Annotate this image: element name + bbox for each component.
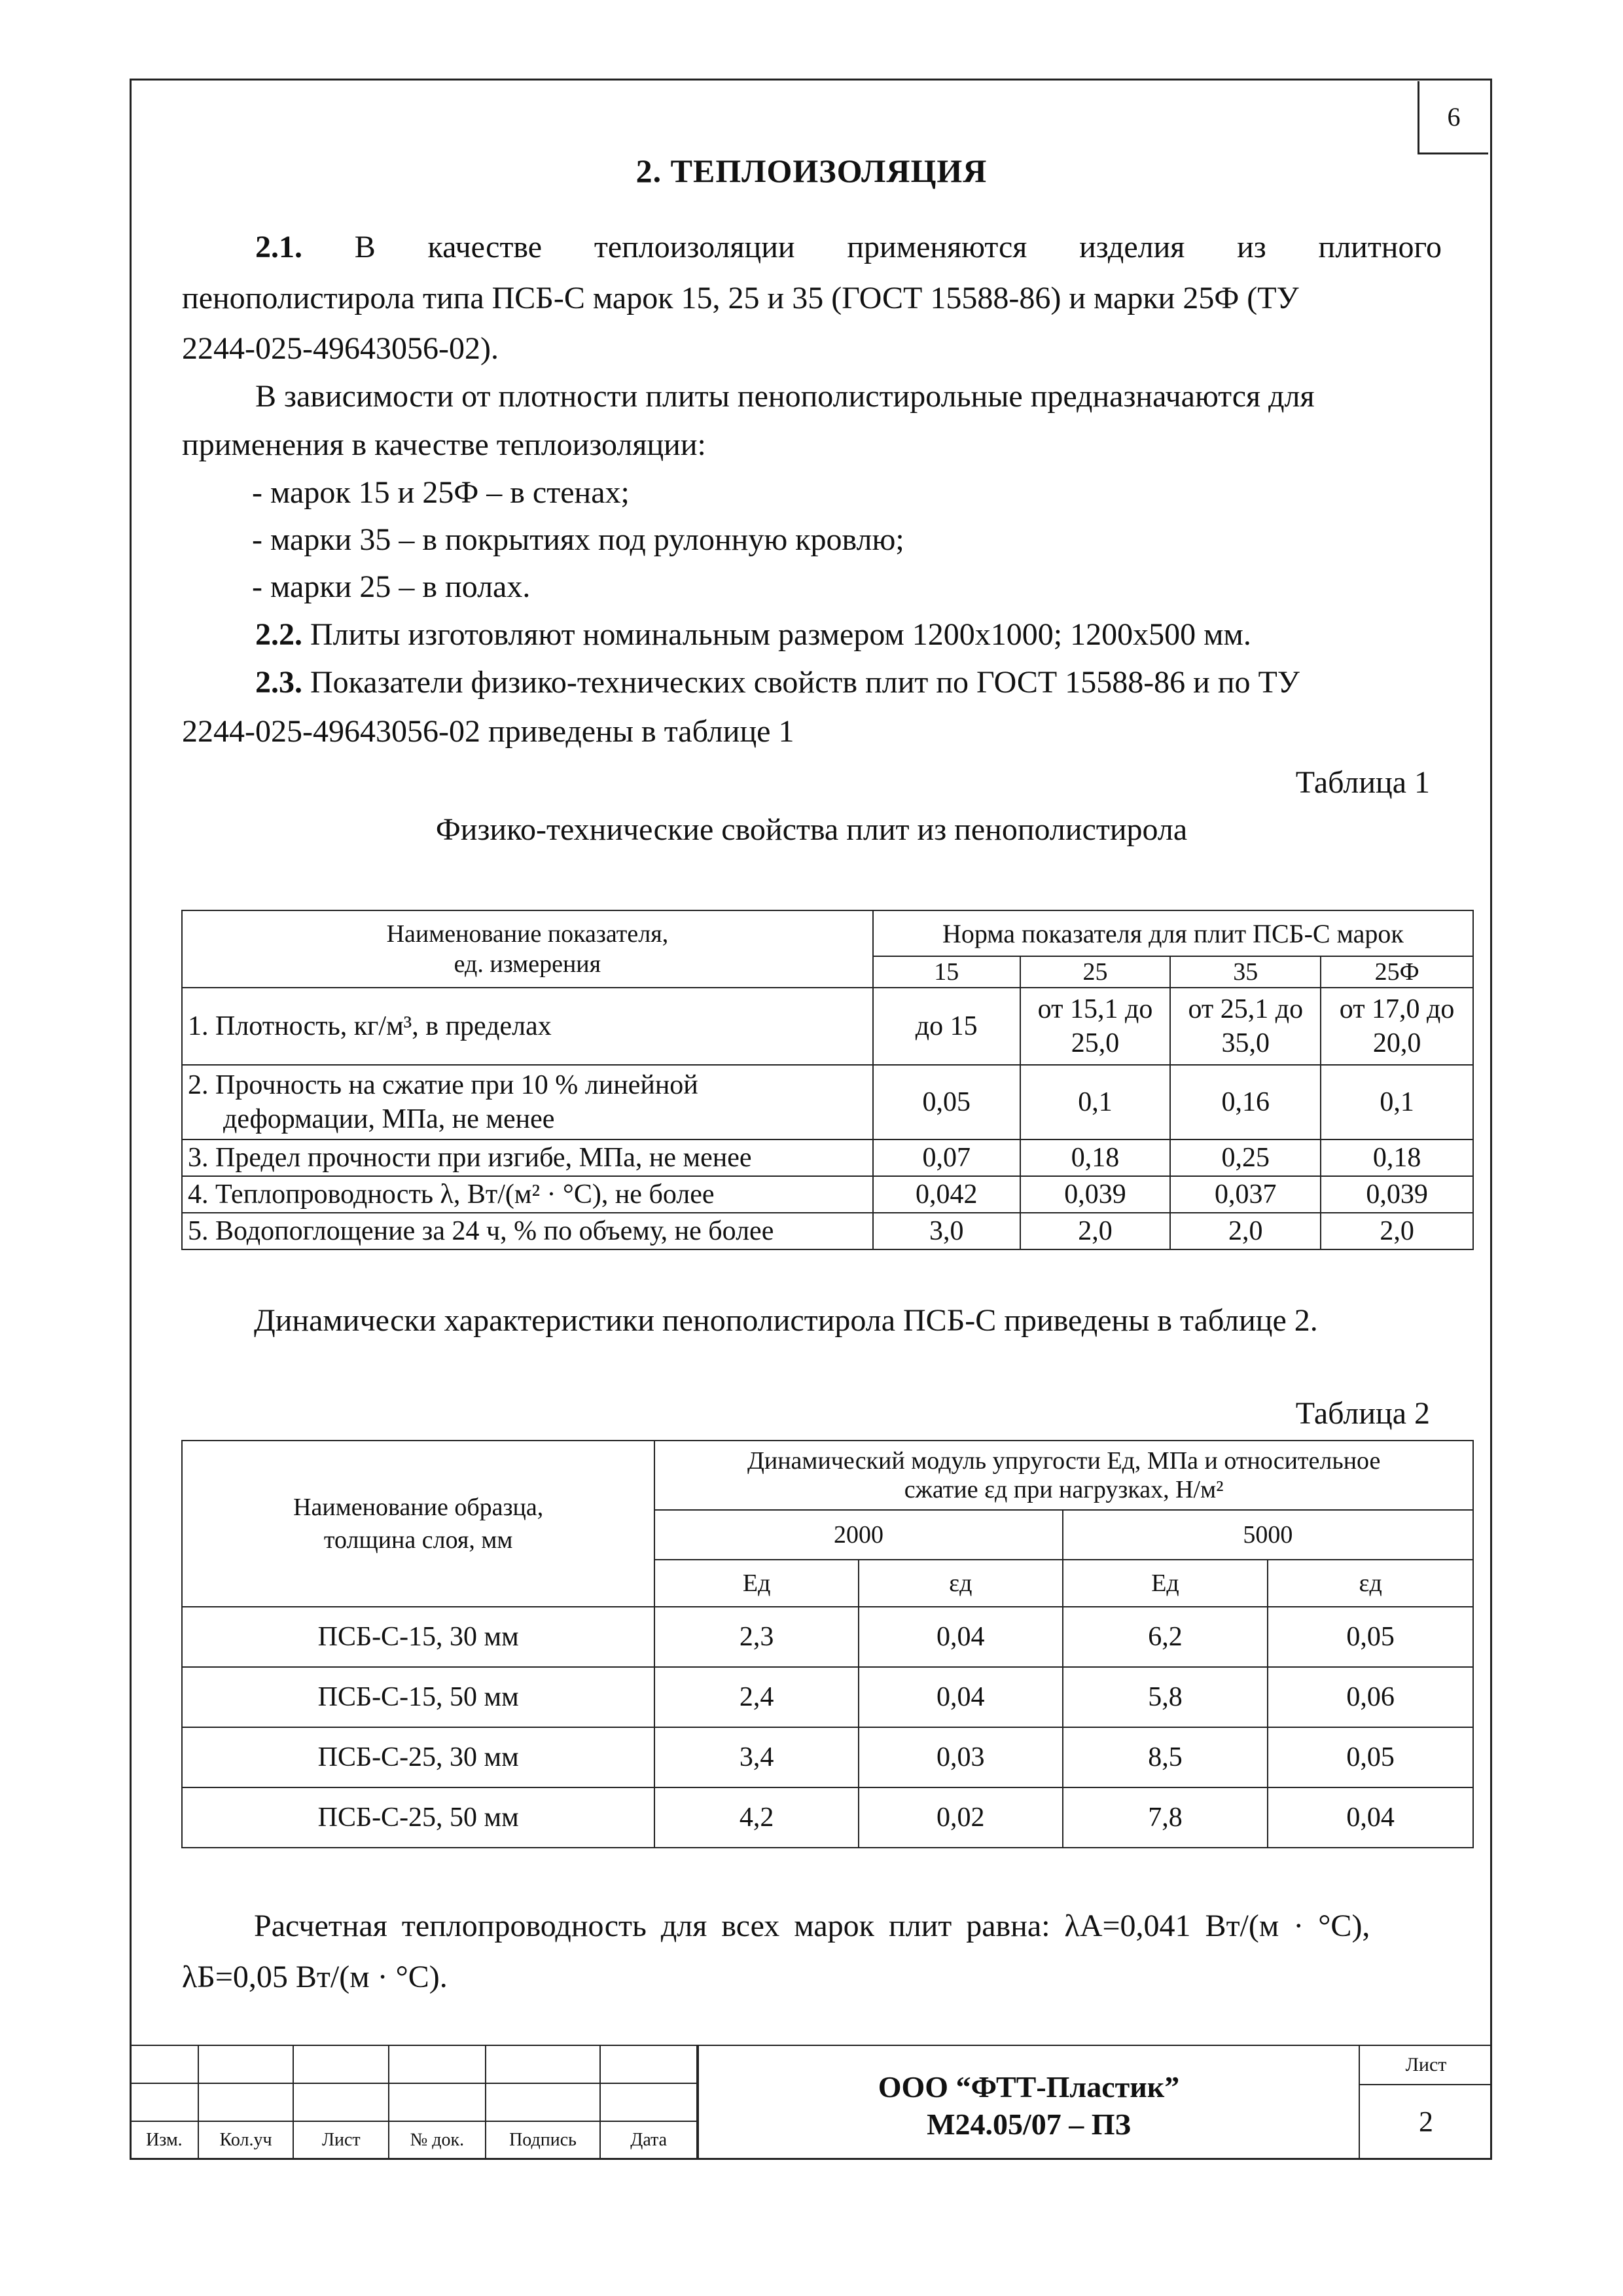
table2-cell: 6,2	[1063, 1607, 1268, 1667]
table2-cell: 5,8	[1063, 1667, 1268, 1727]
table1-cell: 2,0	[1321, 1213, 1473, 1249]
p21-line2: пенополистирола типа ПСБ-С марок 15, 25 и 35 (ГОСТ 15588-86) и марки 25Ф (ТУ	[182, 281, 1299, 315]
p-density-line1: В зависимости от плотности плиты пенополистирольные предназначаются для	[255, 379, 1315, 414]
table2-sub: Ед	[1063, 1560, 1268, 1607]
table2-sub: Ед	[654, 1560, 859, 1607]
table1-cell: 0,1	[1321, 1065, 1473, 1139]
table2-header-name-line2: толщина слоя, мм	[323, 1526, 513, 1554]
p21-word: из	[1237, 230, 1266, 264]
table2-header-main	[654, 1441, 1473, 1510]
table2-load: 2000	[654, 1510, 1062, 1560]
page-box-number: 6	[1418, 81, 1488, 154]
p21-word: применяются	[847, 230, 1027, 264]
table1-grade: 25	[1020, 956, 1171, 988]
table2-cell: 4,2	[654, 1787, 859, 1848]
table2-load: 5000	[1063, 1510, 1473, 1560]
p21-word: изделия	[1079, 230, 1185, 264]
table-row	[182, 1607, 1473, 1667]
p22-num: 2.2.	[255, 617, 302, 652]
table1-cell: от 15,1 до 25,0	[1020, 988, 1171, 1065]
calc-line2: λБ=0,05 Вт/(м · °С).	[182, 1960, 448, 1994]
table2-header-main-line1: Динамический модуль упругости Ед, МПа и относительное	[747, 1447, 1381, 1475]
p22-text: Плиты изготовляют номинальным размером 1200х1000; 1200х500 мм.	[302, 617, 1251, 652]
table2-cell: 2,3	[654, 1607, 859, 1667]
table2-row-name: ПСБ-С-25, 50 мм	[182, 1787, 654, 1848]
stamp-company: ООО “ФТТ-Пластик”	[878, 2070, 1180, 2104]
calc-line1	[254, 1908, 1442, 1944]
table1-cell: от 25,1 до 35,0	[1170, 988, 1321, 1065]
table2-cell: 8,5	[1063, 1727, 1268, 1787]
p23-text: Показатели физико-технических свойств плит по ГОСТ 15588-86 и по ТУ	[302, 665, 1300, 700]
table2-header-main-line2: сжатие εд при нагрузках, Н/м²	[904, 1476, 1224, 1503]
p21-word: качестве	[427, 230, 543, 264]
p21-word: теплоизоляции	[594, 230, 795, 264]
table2-row-name: ПСБ-С-15, 50 мм	[182, 1667, 654, 1727]
table1-cell: 0,042	[873, 1176, 1020, 1213]
calc-line1-text: Расчетная теплопроводность для всех марок плит равна: λА=0,041 Вт/(м · °С),	[254, 1909, 1370, 1943]
table2-label: Таблица 2	[1295, 1396, 1430, 1431]
table1-grade: 35	[1170, 956, 1321, 988]
table2-sub: εд	[859, 1560, 1063, 1607]
table1-cell: 3,0	[873, 1213, 1020, 1249]
table1-cell: 0,1	[1020, 1065, 1171, 1139]
table1-cell: 2,0	[1020, 1213, 1171, 1249]
dyn-text: Динамически характеристики пенополистирола ПСБ-С приведены в таблице 2.	[254, 1303, 1318, 1338]
table1-cell: 0,18	[1020, 1139, 1171, 1176]
table-row	[182, 1667, 1473, 1727]
table2	[181, 1440, 1474, 1848]
p22	[255, 617, 1251, 653]
stamp-col-label: Изм.	[130, 2121, 198, 2159]
table1-cell: от 17,0 до 20,0	[1321, 988, 1473, 1065]
table1-header-norm: Норма показателя для плит ПСБ-С марок	[873, 910, 1473, 956]
bullet-item: - марки 25 – в полах.	[252, 569, 531, 604]
table-row	[182, 1727, 1473, 1787]
table1-row-name: 5. Водопоглощение за 24 ч, % по объему, не более	[182, 1213, 873, 1249]
table2-cell: 7,8	[1063, 1787, 1268, 1848]
stamp-sheet	[1359, 2045, 1492, 2160]
table-row	[182, 1139, 1473, 1176]
p23-line2: 2244-025-49643056-02 приведены в таблице 1	[182, 714, 794, 749]
table1-label: Таблица 1	[1295, 765, 1430, 800]
table2-cell: 0,04	[1268, 1787, 1473, 1848]
table1-header-name-line2: ед. измерения	[454, 950, 601, 978]
table2-header-name-line1: Наименование образца,	[293, 1494, 544, 1521]
table1-grade: 25Ф	[1321, 956, 1473, 988]
bullet-item: - марки 35 – в покрытиях под рулонную кровлю;	[252, 522, 904, 557]
table2-cell: 0,03	[859, 1727, 1063, 1787]
table-row	[182, 1213, 1473, 1249]
table2-cell: 0,05	[1268, 1727, 1473, 1787]
table1-cell: 0,039	[1020, 1176, 1171, 1213]
table1-row-name: 3. Предел прочности при изгибе, МПа, не менее	[182, 1139, 873, 1176]
table-row	[182, 988, 1473, 1065]
stamp-col-label: Дата	[600, 2121, 697, 2159]
stamp-grid	[130, 2045, 698, 2160]
stamp-col-label: Лист	[293, 2121, 389, 2159]
table2-cell: 0,06	[1268, 1667, 1473, 1727]
table1-cell: 0,07	[873, 1139, 1020, 1176]
stamp-col-label: Кол.уч	[198, 2121, 294, 2159]
stamp-sheet-no: 2	[1419, 2106, 1433, 2138]
table2-cell: 3,4	[654, 1727, 859, 1787]
table2-header-name	[182, 1441, 654, 1607]
table1-row-name: 1. Плотность, кг/м³, в пределах	[182, 988, 873, 1065]
table1-row-name-line1: 2. Прочность на сжатие при 10 % линейной	[188, 1070, 698, 1100]
stamp-col-label: № док.	[389, 2121, 486, 2159]
table1-grade: 15	[873, 956, 1020, 988]
p21-num: 2.1.	[255, 230, 302, 264]
table2-cell: 0,04	[859, 1667, 1063, 1727]
stamp-sheet-label: Лист	[1360, 2046, 1492, 2085]
table1-header-name-line1: Наименование показателя,	[386, 920, 669, 948]
stamp-code: М24.05/07 – ПЗ	[927, 2108, 1131, 2141]
table2-sub: εд	[1268, 1560, 1473, 1607]
table1-caption: Физико-технические свойства плит из пенополистирола	[435, 812, 1188, 847]
p23-num: 2.3.	[255, 665, 302, 700]
table-row	[182, 1065, 1473, 1139]
p23-line1	[255, 664, 1300, 700]
table1-cell: 0,18	[1321, 1139, 1473, 1176]
bullet-item: - марок 15 и 25Ф – в стенах;	[252, 475, 630, 510]
table2-row-name: ПСБ-С-15, 30 мм	[182, 1607, 654, 1667]
p-density-line2: применения в качестве теплоизоляции:	[182, 427, 706, 462]
table1-cell: 0,039	[1321, 1176, 1473, 1213]
table1-row-name	[182, 1065, 873, 1139]
table-row	[182, 1787, 1473, 1848]
p21-line3: 2244-025-49643056-02).	[182, 331, 499, 366]
table2-cell: 0,05	[1268, 1607, 1473, 1667]
table1-cell: 0,16	[1170, 1065, 1321, 1139]
table2-row-name: ПСБ-С-25, 30 мм	[182, 1727, 654, 1787]
p21-line1	[182, 229, 1442, 265]
table1-cell: до 15	[873, 988, 1020, 1065]
p21-word: В	[354, 230, 376, 264]
stamp-title	[698, 2045, 1359, 2160]
p21-word: плитного	[1318, 230, 1442, 264]
section-heading: 2. ТЕПЛОИЗОЛЯЦИЯ	[635, 152, 988, 189]
table1-cell: 0,05	[873, 1065, 1020, 1139]
stamp-col-label: Подпись	[486, 2121, 601, 2159]
table-row	[182, 1176, 1473, 1213]
table1-header-name	[182, 910, 873, 988]
table1-row-name-line2: деформации, МПа, не менее	[223, 1104, 555, 1134]
table1	[181, 910, 1474, 1250]
table2-cell: 0,04	[859, 1607, 1063, 1667]
table2-cell: 0,02	[859, 1787, 1063, 1848]
table1-cell: 2,0	[1170, 1213, 1321, 1249]
table2-cell: 2,4	[654, 1667, 859, 1727]
table1-row-name: 4. Теплопроводность λ, Вт/(м² · °С), не более	[182, 1176, 873, 1213]
table1-cell: 0,25	[1170, 1139, 1321, 1176]
table1-cell: 0,037	[1170, 1176, 1321, 1213]
